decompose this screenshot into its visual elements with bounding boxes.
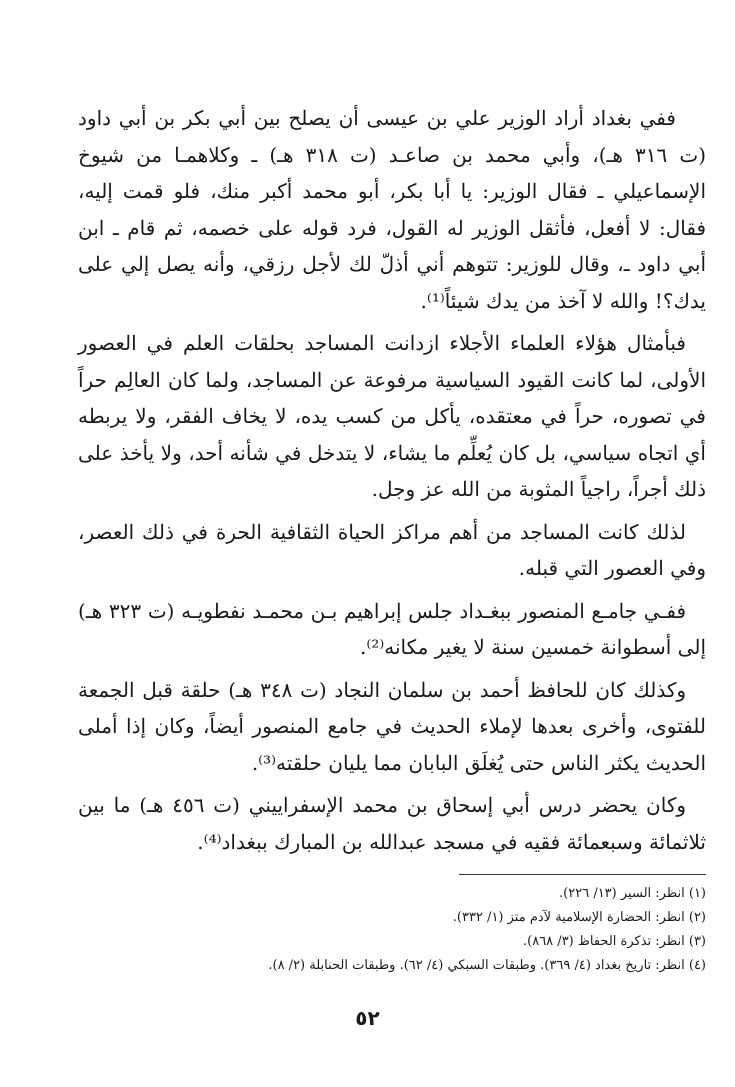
footnote-4: (٤) انظر: تاريخ بغداد (٤/ ٣٦٩). وطبقات السبكي (٤/ ٦٢). وطبقات الحنابلة (٢/ ٨). — [268, 958, 706, 973]
paragraph-4: ففـي جامـع المنصور ببغـداد جلس إبراهيم بـن محمـد نفطويـه (ت ٣٢٣ هـ) إلى أسطوانة خمسين سنة لا يغير مكانه⁽²⁾. — [78, 598, 706, 659]
footnote-2: (٢) انظر: الحضارة الإسلامية لآدم متز (١/ ٣٣٢). — [452, 910, 706, 925]
footnote-3: (٣) انظر: تذكرة الحفاظ (٣/ ٨٦٨). — [523, 934, 706, 949]
page-number: ٥٢ — [355, 1006, 380, 1030]
paragraph-1: ففي بغداد أراد الوزير علي بن عيسى أن يصلح بين أبي بكر بن أبي داود (ت ٣١٦ هـ)، وأبي محمد بن صاعـد (ت ٣١٨ هـ) ـ وكلاهمـا من شيوخ الإسماعيلي ـ فقال الوزير: يا أبا بكر، أبو محمد أكبر منك، فلو قمت إليه، فقال: لا أفعل، فأثقل الوزير له القول، فرد قوله على خصمه، ثم قام ـ ابن أبي داود ـ، وقال للوزير: تتوهم أني أذلّ لك لأجل رزقي، وأنه يصل إلي على يدك؟! والله لا آخذ من يدك شيئاً⁽¹⁾. — [78, 106, 706, 313]
paragraph-2: فبأمثال هؤلاء العلماء الأجلاء ازدانت المساجد بحلقات العلم في العصور الأولى، لما كانت القيود السياسية مرفوعة عن المساجد، ولما كان العالِم حراً في تصوره، حراً في معتقده، يأكل من كسب يده، لا يخاف الفقر، ولا يربطه أي اتجاه سياسي، بل كان يُعلِّم ما يشاء، لا يتدخل في شأنه أحد، ولا يأخذ على ذلك أجراً، راجياً المثوبة من الله عز وجل. — [78, 331, 706, 501]
main-text — [78, 100, 706, 866]
paragraph-3: لذلك كانت المساجد من أهم مراكز الحياة الثقافية الحرة في ذلك العصر، وفي العصور التي قبله. — [78, 519, 706, 580]
paragraph-5: وكذلك كان للحافظ أحمد بن سلمان النجاد (ت ٣٤٨ هـ) حلقة قبل الجمعة للفتوى، وأخرى بعدها لإملاء الحديث في جامع المنصور أيضاً، وكان إذا أملى الحديث يكثر الناس حتى يُغلَق البابان مما يليان حلقته⁽³⁾. — [78, 677, 706, 775]
footnote-1: (١) انظر: السير (١٣/ ٢٢٦). — [559, 886, 706, 901]
footnote-divider — [459, 874, 706, 875]
paragraph-6: وكان يحضر درس أبي إسحاق بن محمد الإسفراييني (ت ٤٥٦ هـ) ما بين ثلاثمائة وسبعمائة فقيه في مسجد عبدالله بن المبارك ببغداد⁽⁴⁾. — [78, 793, 706, 854]
footnotes — [78, 882, 706, 978]
